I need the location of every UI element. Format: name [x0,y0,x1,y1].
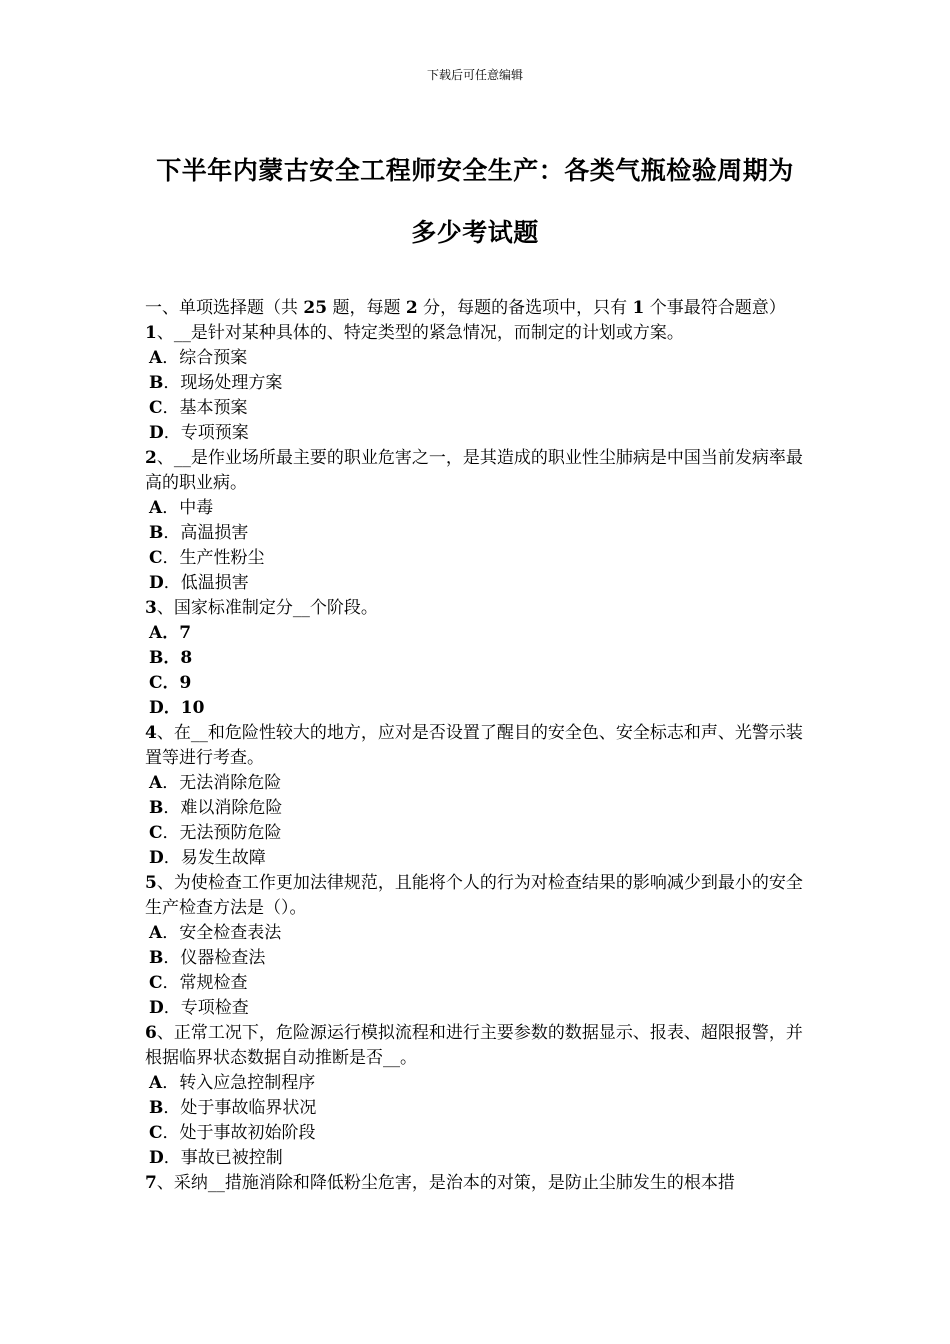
question-number: 3 [145,598,157,618]
question-6 [145,1021,810,1071]
option-letter: B [149,373,164,393]
question-number: 7 [145,1173,157,1193]
option [145,846,810,871]
question-number: 6 [145,1023,157,1043]
option-text: ．低温损害 [163,573,249,593]
option-text: ．现场处理方案 [163,373,283,393]
option-text: ．中毒 [162,498,214,518]
option-letter: C [149,823,163,843]
question-1 [145,321,810,346]
question-5 [145,871,810,921]
option [145,1146,810,1171]
option-letter: A [149,773,163,793]
option-letter: D [149,698,164,718]
option-text: ．专项预案 [163,423,249,443]
option [145,346,810,371]
option [145,646,810,671]
option-text: ．基本预案 [162,398,248,418]
option-letter: D [149,848,164,868]
question-text: 、在__和危险性较大的地方，应对是否设置了醒目的安全色、安全标志和声、光警示装置等进行考查。 [145,723,803,768]
page-title [100,140,850,264]
section-question-count: 25 [303,298,328,318]
option [145,421,810,446]
header-note: 下载后可任意编辑 [426,68,523,82]
option-text: ．无法预防危险 [162,823,282,843]
option-text: ．8 [163,648,193,668]
option [145,971,810,996]
section-one: 1 [632,298,645,318]
option-letter: B [149,523,164,543]
option [145,1096,810,1121]
question-number: 4 [145,723,157,743]
option-letter: D [149,423,164,443]
option [145,671,810,696]
option [145,496,810,521]
question-text: 、为使检查工作更加法律规范，且能将个人的行为对检查结果的影响减少到最小的安全生产检查方法是（）。 [145,873,803,918]
option [145,571,810,596]
option-letter: B [149,648,164,668]
option [145,621,810,646]
option [145,796,810,821]
option-text: ．处于事故临界状况 [163,1098,317,1118]
option [145,371,810,396]
question-number: 5 [145,873,157,893]
option-letter: C [149,673,163,693]
option-text: ．易发生故障 [163,848,266,868]
option-letter: B [149,1098,164,1118]
option-text: ．专项检查 [163,998,249,1018]
option-text: ．7 [162,623,192,643]
option [145,1121,810,1146]
option [145,1071,810,1096]
option-letter: A [149,498,163,518]
title-line-2: 多少考试题 [411,218,539,247]
option-text: ．常规检查 [162,973,248,993]
option-text: ．高温损害 [163,523,249,543]
question-3 [145,596,810,621]
option [145,396,810,421]
option-text: ．9 [162,673,192,693]
option-letter: A [149,923,163,943]
option [145,771,810,796]
option [145,996,810,1021]
section-heading [145,296,810,321]
option-letter: C [149,398,163,418]
option-text: ．转入应急控制程序 [162,1073,316,1093]
option [145,521,810,546]
question-number: 2 [145,448,157,468]
question-text: 、__是针对某种具体的、特定类型的紧急情况，而制定的计划或方案。 [156,323,684,343]
title-line-1: 下半年内蒙古安全工程师安全生产：各类气瓶检验周期为 [156,156,794,185]
option [145,546,810,571]
question-text: 、正常工况下，危险源运行模拟流程和进行主要参数的数据显示、报表、超限报警，并根据临界状态数据自动推断是否__。 [145,1023,803,1068]
option-letter: A [149,348,163,368]
option-text: ．难以消除危险 [163,798,283,818]
question-text: 、采纳__措施消除和降低粉尘危害，是治本的对策，是防止尘肺发生的根本措 [156,1173,735,1193]
option-letter: C [149,548,163,568]
option-letter: A [149,623,163,643]
option [145,921,810,946]
option-text: ．安全检查表法 [162,923,282,943]
option-letter: B [149,798,164,818]
question-text: 、__是作业场所最主要的职业危害之一，是其造成的职业性尘肺病是中国当前发病率最高的职业病。 [145,448,803,493]
option-text: ．仪器检查法 [163,948,266,968]
option-letter: D [149,998,164,1018]
option-letter: D [149,573,164,593]
option-text: ．无法消除危险 [162,773,282,793]
section-text-4: 个事最符合题意） [644,298,786,318]
option [145,696,810,721]
question-2 [145,446,810,496]
option-text: ．事故已被控制 [163,1148,283,1168]
option [145,946,810,971]
option-letter: B [149,948,164,968]
section-score: 2 [405,298,418,318]
option-text: ．生产性粉尘 [162,548,265,568]
option-text: ．综合预案 [162,348,248,368]
option-text: ．10 [163,698,205,718]
option-letter: C [149,973,163,993]
section-text-1: 一、单项选择题（共 [145,298,304,318]
option-letter: D [149,1148,164,1168]
question-number: 1 [145,323,157,343]
option-text: ．处于事故初始阶段 [162,1123,316,1143]
question-text: 、国家标准制定分__个阶段。 [156,598,378,618]
option-letter: C [149,1123,163,1143]
question-7 [145,1171,810,1196]
option [145,821,810,846]
question-4 [145,721,810,771]
section-text-2: 题，每题 [327,298,406,318]
question-list [145,296,810,1196]
option-letter: A [149,1073,163,1093]
section-text-3: 分，每题的备选项中，只有 [417,298,633,318]
